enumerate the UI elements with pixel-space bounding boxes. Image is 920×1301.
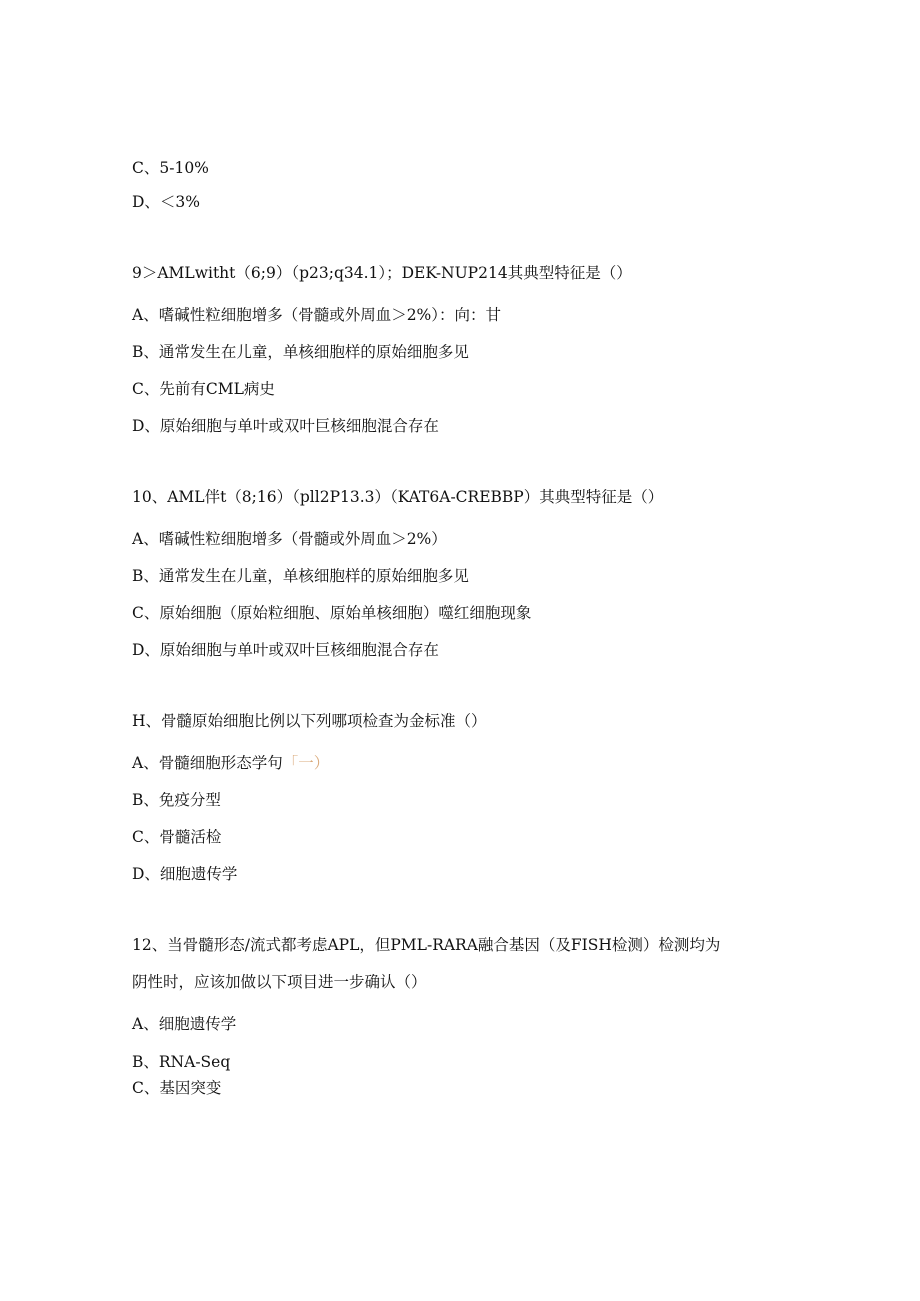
question-9: 9＞AMLwitht（6;9）（p23;q34.1）；DEK-NUP214其典型特征是（） [132, 264, 632, 282]
option-q11-a-text: A、骨髓细胞形态学句 [132, 754, 283, 772]
option-q12-a: A、细胞遗传学 [132, 1015, 237, 1033]
option-q10-a: A、嗜碱性粒细胞增多（骨髓或外周血＞2%） [132, 530, 447, 548]
option-q9-a: A、嗜碱性粒细胞增多（骨髓或外周血＞2%）：向：甘 [132, 306, 502, 324]
question-10: 10、AML伴t（8;16）（pll2P13.3）（KAT6A-CREBBP）其典型特征是（） [132, 488, 664, 506]
option-q10-d: D、原始细胞与单叶或双叶巨核细胞混合存在 [132, 641, 439, 659]
option-q11-d: D、细胞遗传学 [132, 865, 238, 883]
option-q12-b: B、RNA-Seq [132, 1053, 231, 1071]
question-12-line-1: 12、当骨髓形态/流式都考虑APL，但PML-RARA融合基因（及FISH检测）检测均为 [132, 936, 721, 954]
question-11: H、骨髓原始细胞比例以下列哪项检查为金标准（） [132, 712, 487, 730]
option-q11-b: B、免疫分型 [132, 791, 221, 809]
option-q8-c: C、5-10% [132, 159, 209, 177]
option-q9-b: B、通常发生在儿童，单核细胞样的原始细胞多见 [132, 343, 469, 361]
option-q11-a [132, 753, 329, 773]
option-q11-a-faint-mark: 「一） [282, 754, 330, 772]
option-q9-c: C、先前有CML病史 [132, 380, 275, 398]
option-q9-d: D、原始细胞与单叶或双叶巨核细胞混合存在 [132, 417, 439, 435]
option-q12-c: C、基因突变 [132, 1079, 222, 1097]
option-q8-d: D、＜3% [132, 193, 201, 211]
option-q10-c: C、原始细胞（原始粒细胞、原始单核细胞）噬红细胞现象 [132, 604, 532, 622]
question-12-line-2: 阴性时，应该加做以下项目进一步确认（） [132, 973, 427, 991]
option-q10-b: B、通常发生在儿童，单核细胞样的原始细胞多见 [132, 567, 469, 585]
option-q11-c: C、骨髓活检 [132, 828, 222, 846]
